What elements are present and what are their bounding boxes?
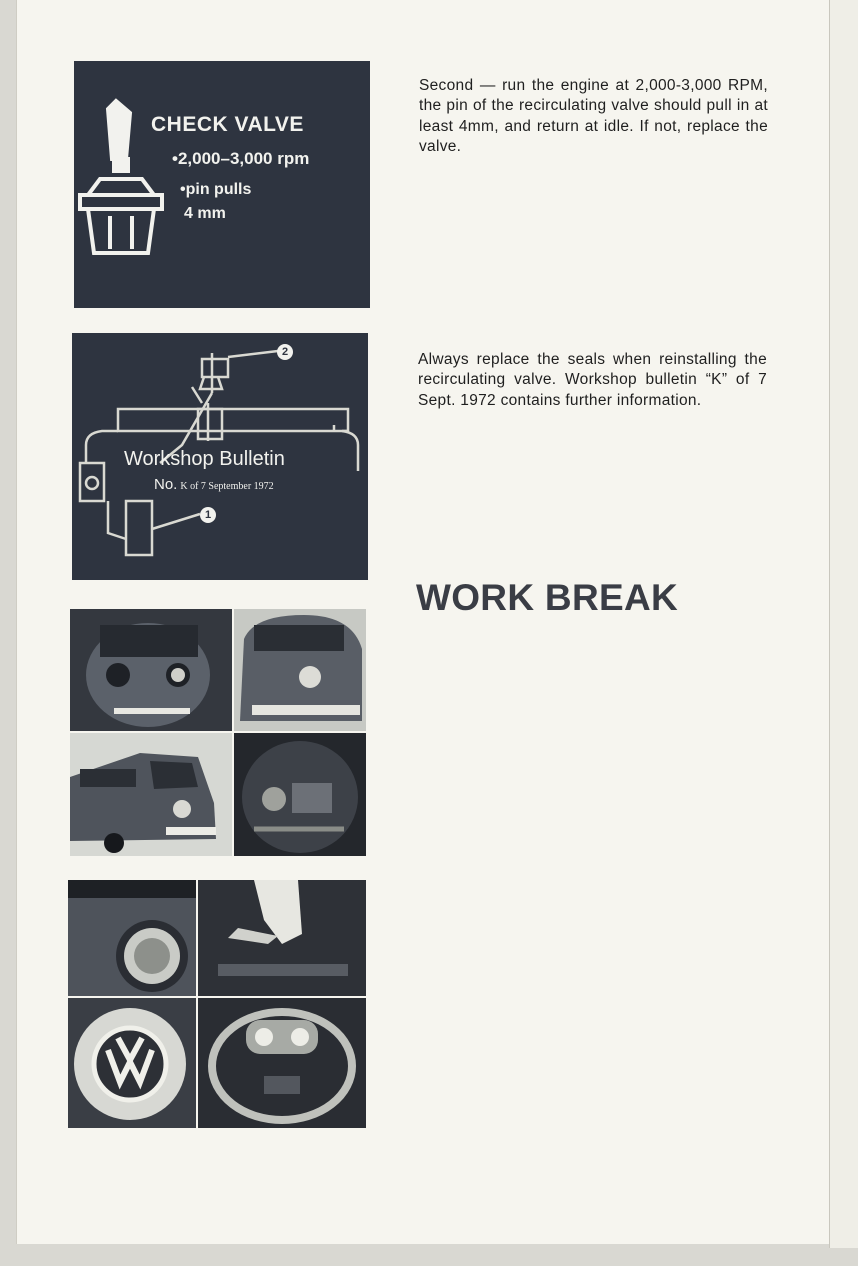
step-pedal-photo (198, 880, 366, 996)
pin-pulls-spec: •pin pulls (180, 181, 252, 198)
rpm-spec: •2,000–3,000 rpm (172, 149, 310, 168)
seal-replacement-paragraph: Always replace the seals when reinstalling the recirculating valve. Workshop bulletin “K” of 7 Sept. 1972 contains further information. (418, 350, 767, 409)
pin-distance-spec: 4 mm (184, 205, 226, 222)
van-photo-collage (70, 609, 366, 856)
next-page-edge (829, 0, 858, 1248)
work-break-heading: WORK BREAK (416, 577, 678, 618)
van-three-quarter-photo (70, 733, 232, 856)
bulletin-number (154, 476, 274, 493)
check-valve-panel (74, 61, 370, 308)
detail-photo-collage (68, 880, 366, 1128)
callout-2-badge: 2 (277, 344, 293, 360)
workshop-bulletin-title: Workshop Bulletin (124, 448, 285, 470)
van-front-photo (70, 609, 232, 731)
vw-emblem-photo (68, 998, 196, 1128)
van-side-photo (234, 609, 366, 731)
workshop-bulletin-panel (72, 333, 368, 580)
engine-bay-photo (234, 733, 366, 856)
recirculating-valve-test-paragraph: Second — run the engine at 2,000-3,000 RPM, the pin of the recirculating valve should pull in at least 4mm, and return at idle. If not, replace the valve. (419, 76, 768, 155)
callout-1-badge: 1 (200, 507, 216, 523)
bulletin-number-detail: K of 7 September 1972 (180, 481, 274, 492)
dashboard-steering-photo (198, 998, 366, 1128)
check-valve-title: CHECK VALVE (151, 113, 304, 136)
headlight-photo (68, 880, 196, 996)
bulletin-number-prefix: No. (154, 476, 178, 493)
